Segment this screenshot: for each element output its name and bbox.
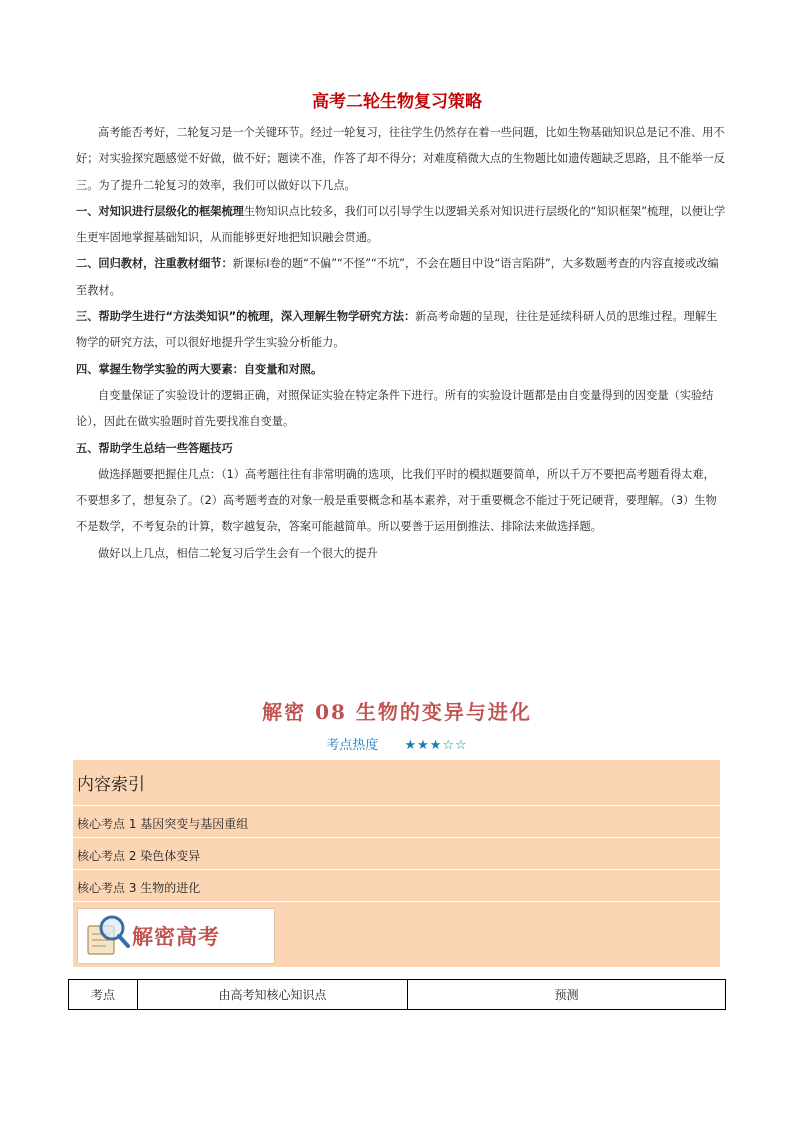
index-item-label: 核心考点 2 染色体变异 [77,849,201,863]
section-2-text: 新课标Ⅰ卷的题“不偏”“不怪”“不坑”，不会在题目中设“语言陷阱”，大多数题考查的内容直接或改编至教材。 [76,257,719,297]
section-4-heading: 四、掌握生物学实验的两大要素：自变量和对照。 [76,362,323,376]
jiemi-gaokao-logo [77,908,275,964]
index-item-label: 核心考点 3 生物的进化 [77,881,201,895]
section-3-paragraph [76,304,726,357]
magnifier-icon [82,912,132,960]
section-5-heading: 五、帮助学生总结一些答题技巧 [76,441,233,455]
index-heading: 内容索引 [77,775,145,795]
table-header-row [69,980,726,1010]
table-header-cell: 预测 [408,980,726,1010]
intro-paragraph: 高考能否考好，二轮复习是一个关键环节。经过一轮复习，往往学生仍然存在着一些问题，比如生物基础知识总是记不准、用不好；对实验探究题感觉不好做，做不好；题读不准，作答了却不得分；对难度稍微大点的生物题比如遗传题缺乏思路，且不能举一反三。为了提升二轮复习的效率，我们可以做好以下几点。 [76,126,725,192]
exam-table [68,979,726,1010]
section-1-heading: 一、对知识进行层级化的框架梳理 [76,204,244,218]
index-item [73,839,720,870]
section-title: 解密 08 生物的变异与进化 [262,700,532,724]
star-rating-icon: ★★★☆☆ [404,738,468,753]
doc-body [76,120,726,567]
content-index [73,760,720,967]
index-item [73,871,720,902]
section-2-heading: 二、回归教材，注重教材细节： [76,257,233,271]
heat-rating [0,734,794,753]
logo-text: 解密高考 [132,924,220,949]
section-5-text: 做选择题要把握住几点：（1）高考题往往有非常明确的选项，比我们平时的模拟题要简单，所以千万不要把高考题看得太难，不要想多了，想复杂了。（2）高考题考查的对象一般是重要概念和基本素养，对于重要概念不能过于死记硬背，要理解。（3）生物不是数学，不考复杂的计算，数字越复杂，答案可能越简单。所以要善于运用倒推法、排除法来做选择题。 [76,467,717,534]
table-header-cell: 考点 [69,980,138,1010]
doc-title: 高考二轮生物复习策略 [312,92,482,112]
index-item-label: 核心考点 1 基因突变与基因重组 [77,817,249,831]
section-2-paragraph [76,251,726,304]
closing-paragraph: 做好以上几点，相信二轮复习后学生会有一个很大的提升 [98,546,378,560]
index-item [73,807,720,838]
section-1-text: 生物知识点比较多，我们可以引导学生以逻辑关系对知识进行层级化的“知识框架”梳理，以便让学生更牢固地掌握基础知识，从而能够更好地把知识融会贯通。 [76,204,726,245]
heat-label: 考点热度 [326,738,379,753]
index-header [73,760,720,806]
section-4-text: 自变量保证了实验设计的逻辑正确，对照保证实验在特定条件下进行。所有的实验设计题都是由自变量得到的因变量（实验结论），因此在做实验题时首先要找准自变量。 [76,388,714,429]
section-1-paragraph [76,199,726,252]
section-3-heading: 三、帮助学生进行“方法类知识”的梳理，深入理解生物学研究方法： [76,310,416,324]
section-3-text: 新高考命题的呈现，往往是延续科研人员的思维过程。理解生物学的研究方法，可以很好地提升学生实验分析能力。 [76,310,718,350]
table-header-cell: 由高考知核心知识点 [138,980,408,1010]
